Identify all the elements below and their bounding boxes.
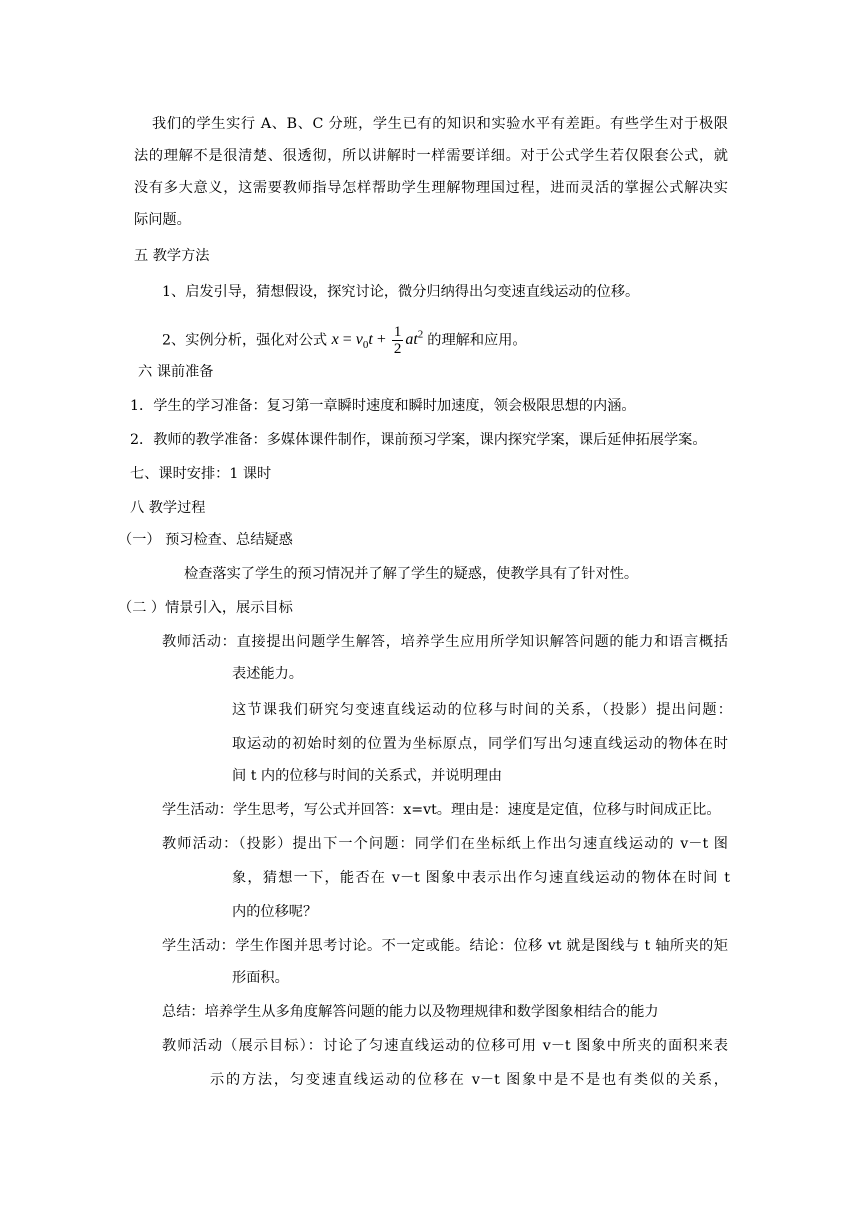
para-line-4: 际问题。 — [134, 212, 191, 228]
para-line-2: 法的理解不是很清楚、很透彻，所以讲解时一样需要详细。对于公式学生若仅限套公式，就 — [134, 148, 728, 164]
prep-item-1: 1．学生的学习准备：复习第一章瞬时速度和瞬时加速度，领会极限思想的内涵。 — [130, 398, 636, 414]
teacher-activity-3-line-2: 示的方法，匀变速直线运动的位移在 v－t 图象中是不是也有类似的关系， — [210, 1072, 728, 1088]
teacher-activity-2-line-2: 象，猜想一下，能否在 v－t 图象中表示出作匀速直线运动的物体在时间 t — [232, 870, 730, 886]
teacher-activity-1-line-1: 教师活动：直接提出问题学生解答，培养学生应用所学知识解答问题的能力和语言概括 — [162, 634, 728, 650]
student-activity-2-line-2: 形面积。 — [232, 970, 289, 986]
section-5-heading: 五 教学方法 — [134, 248, 210, 264]
student-activity-1: 学生活动：学生思考，写公式并回答：x=vt。理由是：速度是定值，位移与时间成正比。 — [162, 802, 721, 818]
teacher-activity-1-line-3: 这节课我们研究匀变速直线运动的位移与时间的关系，（投影）提出问题： — [232, 702, 732, 718]
prep-item-2: 2．教师的教学准备：多媒体课件制作，课前预习学案，课内探究学案，课后延伸拓展学案。 — [130, 432, 707, 448]
teacher-activity-3-line-1: 教师活动（展示目标）：讨论了匀速直线运动的位移可用 v－t 图象中所夹的面积来表 — [162, 1038, 728, 1054]
part-1-body: 检查落实了学生的预习情况并了解了学生的疑惑，使教学具有了针对性。 — [184, 566, 639, 582]
fraction-one-half: $\frac{1}{2}$ — [393, 324, 402, 358]
part-1-heading: （一） 预习检查、总结疑惑 — [118, 532, 293, 548]
part-2-heading: （二 ）情景引入，展示目标 — [118, 600, 293, 616]
teacher-activity-2-line-3: 内的位移呢？ — [232, 904, 318, 920]
method-item-2 — [162, 318, 527, 363]
teacher-activity-1-line-4: 取运动的初始时刻的位置为坐标原点，同学们写出匀速直线运动的物体在时 — [232, 736, 728, 752]
method-item-2-suffix: 的理解和应用。 — [427, 332, 527, 349]
para-line-3: 没有多大意义，这需要教师指导怎样帮助学生理解物理国过程，进而灵活的掌握公式解决实 — [134, 180, 728, 196]
student-activity-2-line-1: 学生活动：学生作图并思考讨论。不一定或能。结论：位移 vt 就是图线与 t 轴所夹的矩 — [162, 938, 728, 954]
section-7-schedule: 七、课时安排：1 课时 — [130, 466, 272, 482]
method-item-2-prefix: 2、实例分析，强化对公式 — [162, 332, 328, 349]
teacher-activity-1-line-2: 表述能力。 — [232, 666, 303, 682]
formula: $x = v_0t$ + $\frac{1}{2}$ $at^2$ — [331, 324, 424, 358]
section-6-heading: 六 课前准备 — [138, 364, 214, 380]
summary: 总结：培养学生从多角度解答问题的能力以及物理规律和数学图象相结合的能力 — [162, 1004, 659, 1020]
section-8-heading: 八 教学过程 — [130, 500, 206, 516]
method-item-1: 1、启发引导，猜想假设，探究讨论，微分归纳得出匀变速直线运动的位移。 — [162, 284, 640, 300]
para-line-1: 我们的学生实行 A、B、C 分班，学生已有的知识和实验水平有差距。有些学生对于极限 — [152, 116, 728, 132]
teacher-activity-1-line-5: 间 t 内的位移与时间的关系式，并说明理由 — [232, 768, 503, 784]
teacher-activity-2-line-1: 教师活动：（投影）提出下一个问题：同学们在坐标纸上作出匀速直线运动的 v－t 图 — [162, 836, 728, 852]
